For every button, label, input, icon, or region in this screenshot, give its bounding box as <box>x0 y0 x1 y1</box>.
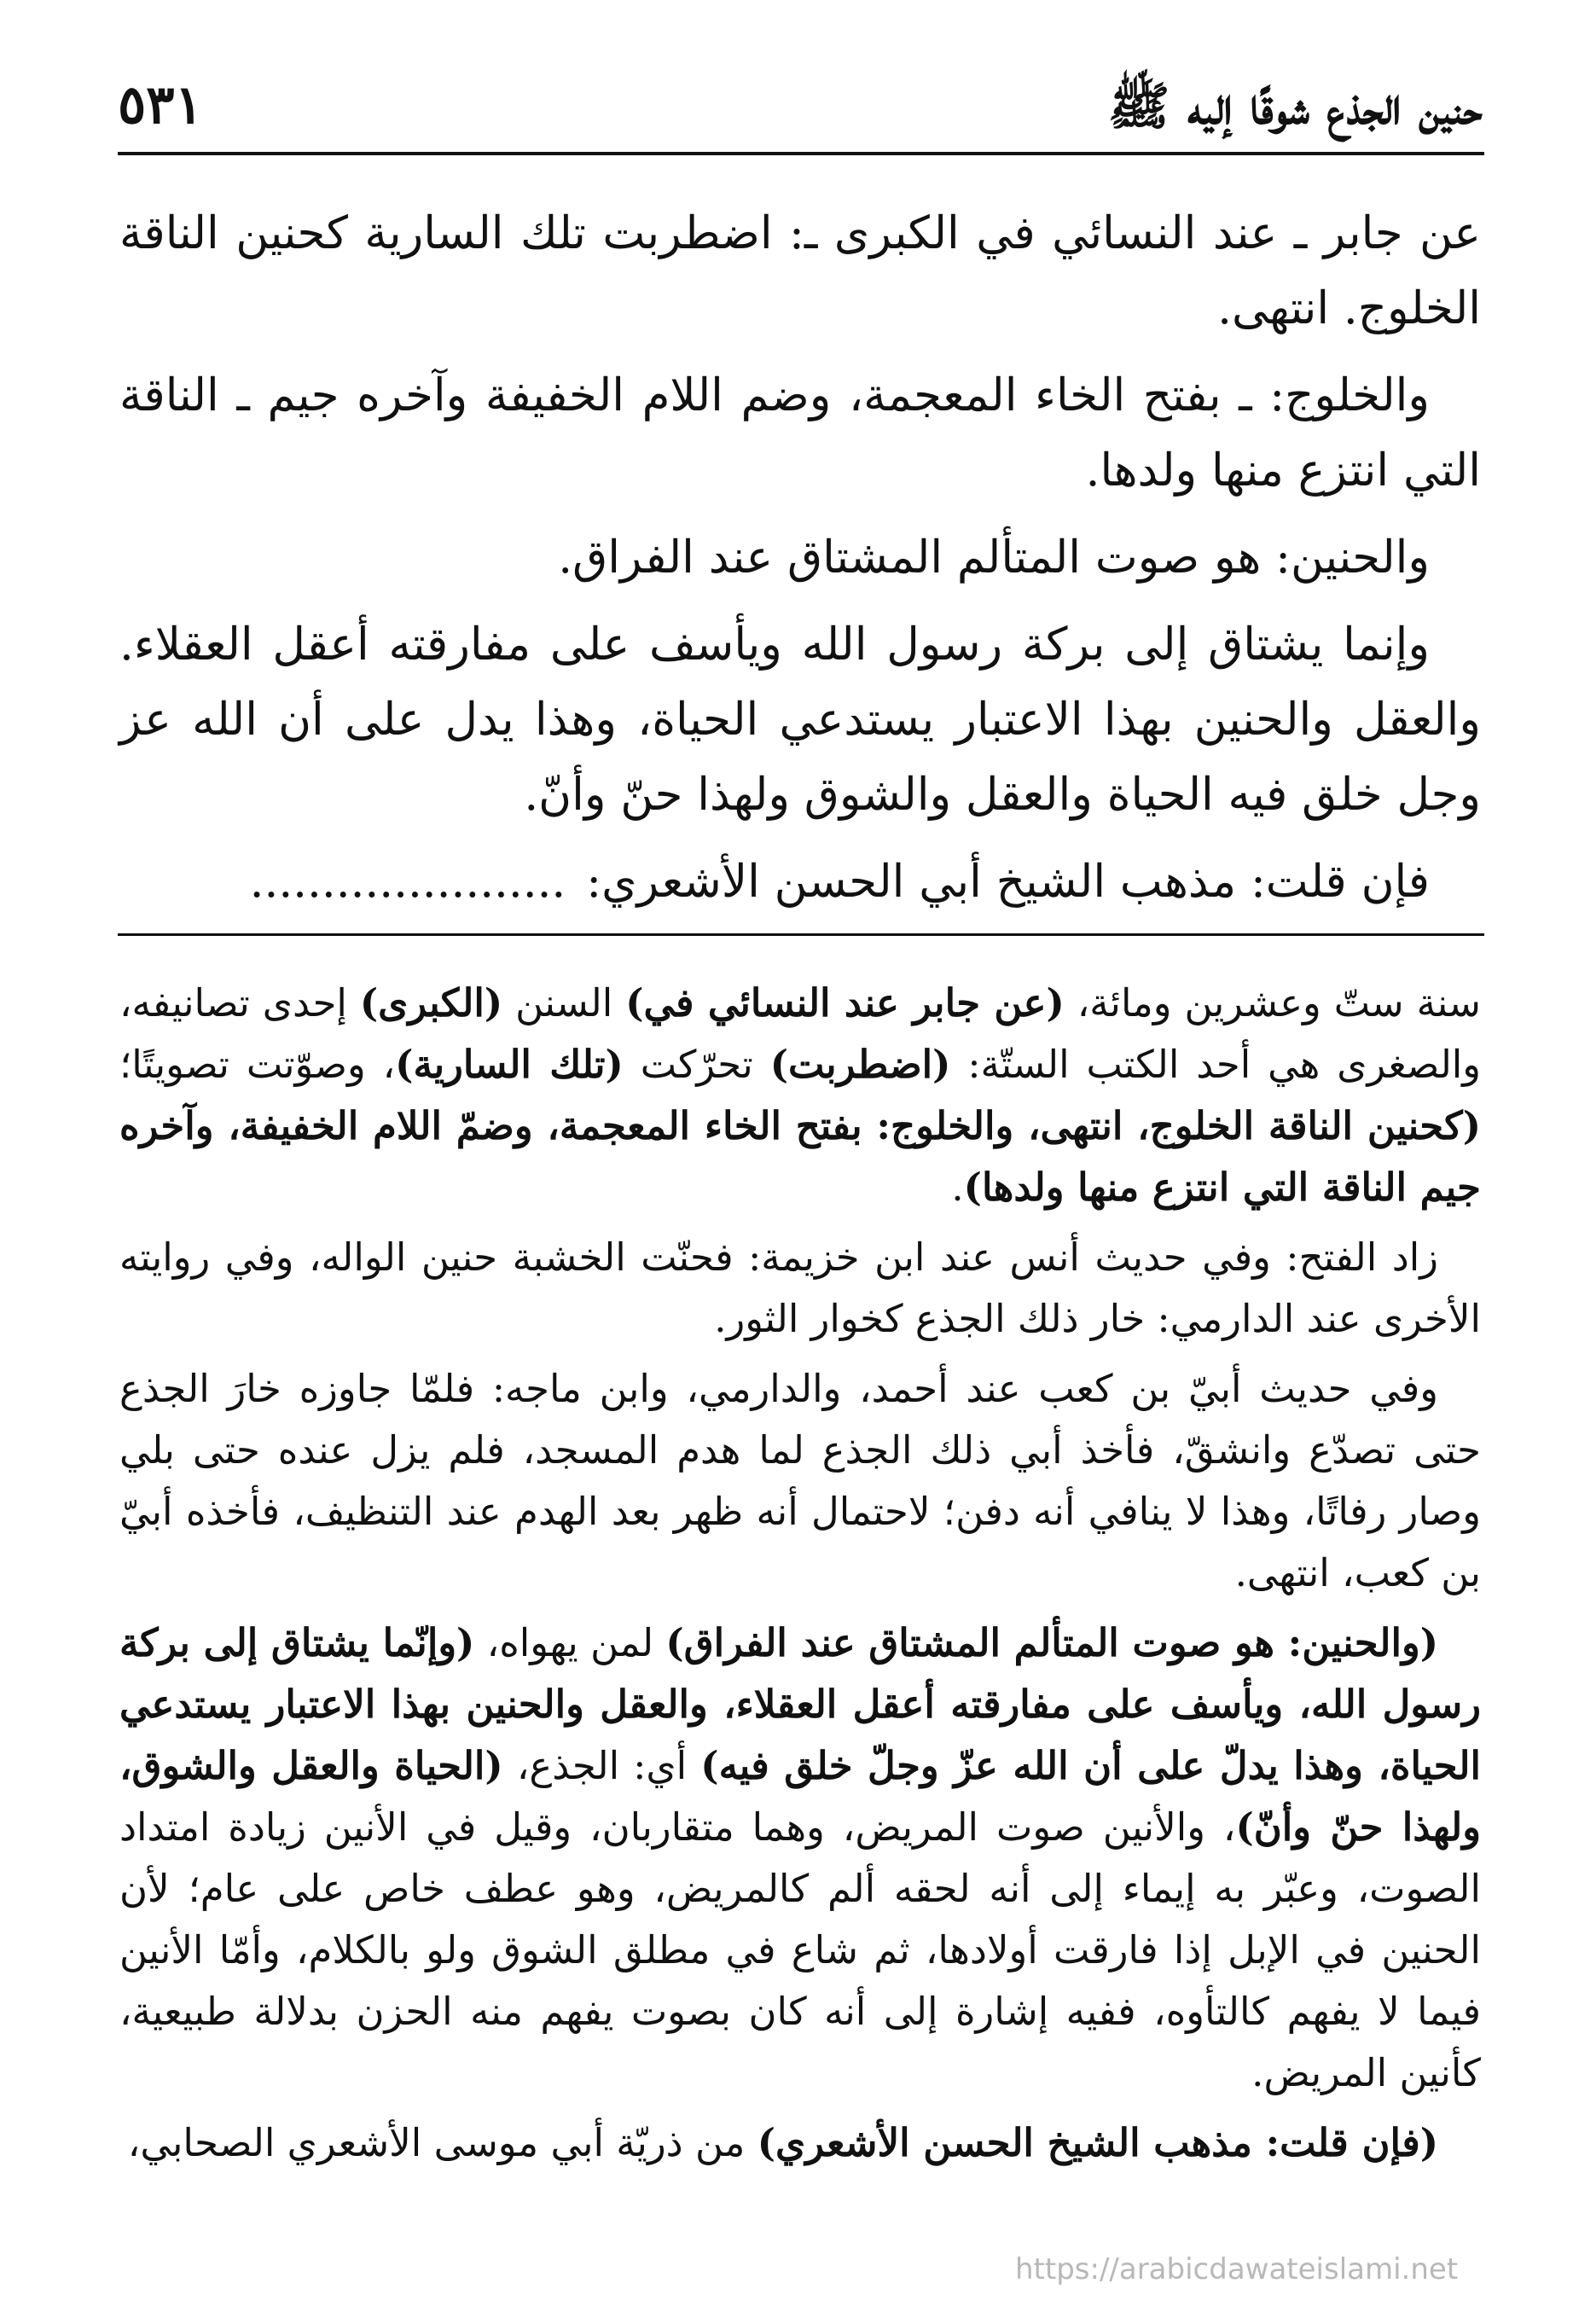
main-paragraph-4: وإنما يشتاق إلى بركة رسول الله ويأسف على مفارقته أعقل العقلاء. والعقل والحنين بهذا الاعتبار يستدعي الحياة، وهذا يدل على أن الله عز وجل خلق فيه الحياة والعقل والشوق ولهذا حنّ وأنّ. <box>119 619 1481 821</box>
commentary-paragraph-4 <box>119 1612 1481 2104</box>
commentary-paragraph-1 <box>119 973 1481 1218</box>
page-header <box>118 70 1483 147</box>
main-paragraph-5-text: فإن قلت: مذهب الشيخ أبي الحسن الأشعري: <box>586 856 1430 908</box>
bold-matn-quote: (الكبرى) <box>359 980 503 1025</box>
header-rule <box>118 152 1484 155</box>
commentary-paragraph-5 <box>119 2112 1481 2174</box>
commentary-paragraph-3: وفي حديث أبيّ بن كعب عند أحمد، والدارمي، وابن ماجه: فلمّا جاوزه خارَ الجذع حتى تصدّع وانشقّ، فأخذ أبي ذلك الجذع لما هدم المسجد، فلم يزل عنده حتى بلي وصار رفاتًا، وهذا لا ينافي أنه دفن؛ لاحتمال أنه ظهر بعد الهدم عند التنظيف، فأخذه أبيّ بن كعب، انتهى. <box>119 1366 1481 1595</box>
commentary-span: سنة ستّ وعشرين ومائة، <box>1064 980 1481 1025</box>
commentary-span: تحرّكت <box>623 1042 770 1087</box>
running-title: حنين الجذع شوقًا إليه ﷺ <box>1107 77 1483 137</box>
main-paragraph-1: عن جابر ـ عند النسائي في الكبرى ـ: اضطربت تلك السارية كحنين الناقة الخلوج. انتهى. <box>119 207 1481 334</box>
page-number: ٥٣١ <box>118 73 203 136</box>
commentary-span: لمن يهواه، <box>474 1620 666 1665</box>
commentary-span: . <box>951 1165 964 1210</box>
main-paragraph-5 <box>119 845 1481 920</box>
bold-matn-quote: (الحياة والعقل والشوق، ولهذا حنّ وأنّ) <box>119 1743 1481 1850</box>
commentary-span: ، والأنين صوت المريض، وهما متقاربان، وقيل في الأنين زيادة امتداد الصوت، وعبّر به إيماء إلى أنه لحقه ألم كالمريض، وهو عطف خاص على عام؛ لأن الحنين في الإبل إذا فارقت أولادها، ثم شاع في مطلق الشوق ولو بالكلام، وأمّا الأنين فيما لا يفهم كالتأوه، ففيه إشارة إلى أنه كان بصوت يفهم منه الحزن بدلالة طبيعية، كأنين المريض. <box>119 1804 1481 2095</box>
commentary-span: ، وصوّتت تصويتًا؛ <box>119 1042 396 1087</box>
bold-matn-quote: (اضطربت) <box>769 1042 951 1087</box>
bold-matn-quote: (تلك السارية) <box>395 1042 624 1087</box>
main-paragraph-3: والحنين: هو صوت المتألم المشتاق عند الفراق. <box>558 532 1430 584</box>
bold-matn-quote: (والحنين: هو صوت المتألم المشتاق عند الفراق) <box>665 1620 1438 1665</box>
commentary-span: إحدى تصانيفه، والصغرى هي أحد الكتب الستّة: <box>119 980 1482 1087</box>
main-paragraph-2: والخلوج: ـ بفتح الخاء المعجمة، وضم اللام الخفيفة وآخره جيم ـ الناقة التي انتزع منها ولدها. <box>119 369 1481 497</box>
ellipsis-dots: ...................... <box>249 856 566 908</box>
commentary-separator <box>118 933 1484 936</box>
commentary-span: من ذريّة أبي موسى الأشعري الصحابي، <box>127 2120 757 2165</box>
bold-matn-quote: (كحنين الناقة الخلوج، انتهى، والخلوج: بفتح الخاء المعجمة، وضمّ اللام الخفيفة، وآخره جيم الناقة التي انتزع منها ولدها) <box>119 1103 1481 1210</box>
bold-matn-quote: (عن جابر عند النسائي في) <box>625 980 1065 1025</box>
commentary-paragraph-2: زاد الفتح: وفي حديث أنس عند ابن خزيمة: فحنّت الخشبة حنين الواله، وفي روايته الأخرى عند الدارمي: خار ذلك الجذع كخوار الثور. <box>119 1235 1481 1341</box>
commentary-text <box>119 973 1481 2182</box>
commentary-span: أي: الجذع، <box>502 1743 701 1788</box>
bold-matn-quote: (فإن قلت: مذهب الشيخ الحسن الأشعري) <box>757 2120 1438 2165</box>
main-text <box>119 196 1481 932</box>
watermark-url: https://arabicdawateislami.net <box>1015 2252 1459 2286</box>
bold-matn-quote: (وإنّما يشتاق إلى بركة رسول الله، ويأسف على مفارقته أعقل العقلاء، والعقل والحنين بهذا الاعتبار يستدعي الحياة، وهذا يدلّ على أن الله عزّ وجلّ خلق فيه) <box>119 1620 1481 1788</box>
commentary-span: السنن <box>502 980 626 1025</box>
